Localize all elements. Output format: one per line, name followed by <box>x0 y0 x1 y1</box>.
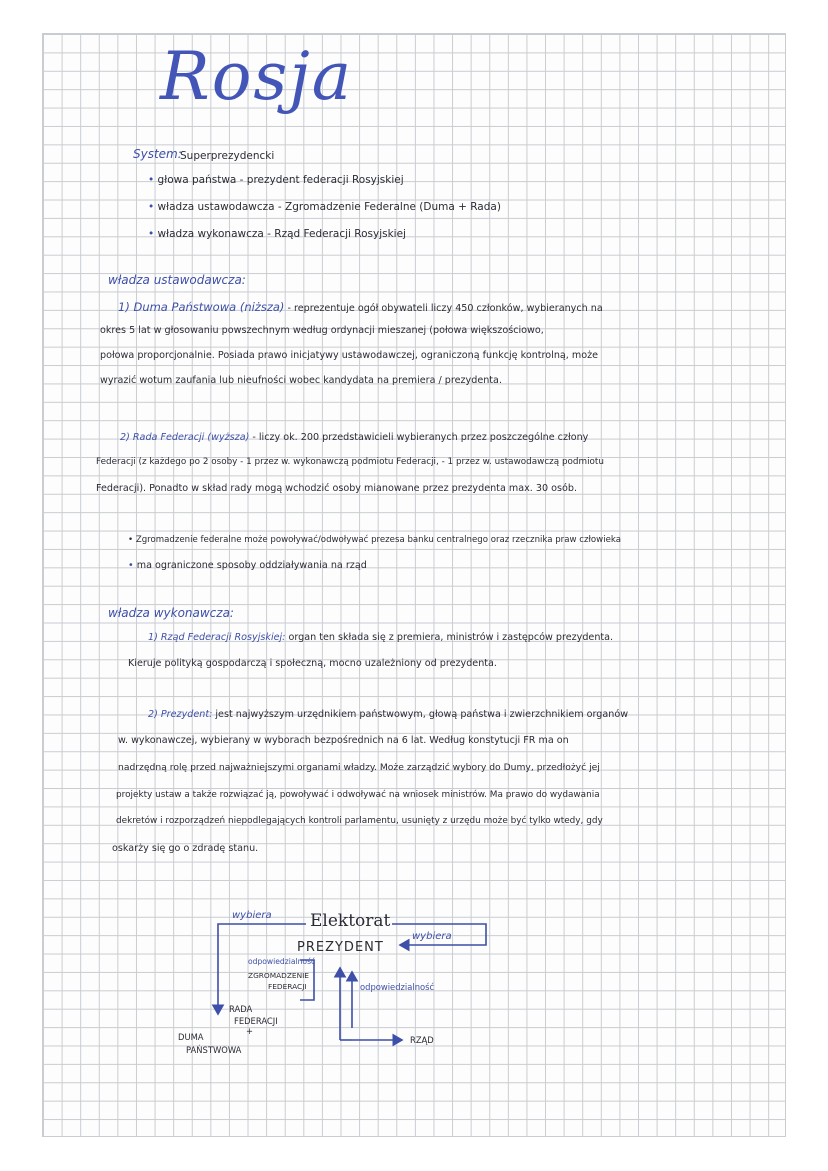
prezydent-line: dekretów i rozporządzeń niepodlegających kontroli parlamentu, usunięty z urzędu może być tylko wtedy, gdy <box>116 816 603 826</box>
rada-line: Federacji (z każdego po 2 osoby - 1 przez w. wykonawczą podmiotu Federacji, - 1 przez w. ustawodawczą podmiotu <box>96 457 604 467</box>
rada-line: Federacji). Ponadto w skład rady mogą wchodzić osoby mianowane przez prezydenta max. 30 osób. <box>96 483 578 494</box>
legislative-note: • ma ograniczone sposoby oddziaływania na rząd <box>128 560 367 571</box>
node-duma: PAŃSTWOWA <box>186 1045 242 1055</box>
node-duma: DUMA <box>178 1032 204 1042</box>
node-rada: + <box>246 1026 254 1036</box>
page-title: Rosja <box>160 38 354 115</box>
legislative-heading: władza ustawodawcza: <box>108 273 246 287</box>
node-elektorat: Elektorat <box>310 911 391 931</box>
prezydent-line: nadrzędną rolę przed najważniejszymi organami władzy. Może zarządzić wybory do Dumy, przedłożyć jej <box>118 762 600 773</box>
system-item: • władza ustawodawcza - Zgromadzenie Federalne (Duma + Rada) <box>148 201 501 213</box>
prezydent-line: oskarży się go o zdradę stanu. <box>112 843 259 854</box>
duma-line: wyrazić wotum zaufania lub nieufności wobec kandydata na premiera / prezydenta. <box>100 375 502 386</box>
system-label: System: <box>133 147 182 161</box>
rzad-line: 1) Rząd Federacji Rosyjskiej: organ ten składa się z premiera, ministrów i zastępców prezydenta. <box>148 632 614 643</box>
node-rzad: RZĄD <box>410 1035 434 1045</box>
legislative-note: • Zgromadzenie federalne może powoływać/odwoływać prezesa banku centralnego oraz rzecznika praw człowieka <box>128 535 621 545</box>
node-zgromadzenie: FEDERACJI <box>268 982 307 991</box>
duma-line: połowa proporcjonalnie. Posiada prawo inicjatywy ustawodawczej, ograniczoną funkcję kontrolną, może <box>100 350 599 361</box>
node-rada: RADA <box>229 1004 253 1014</box>
arrow-wybiera-duma <box>218 924 306 1014</box>
system-item: • głowa państwa - prezydent federacji Rosyjskiej <box>148 174 404 186</box>
label-wybiera-left: wybiera <box>232 910 272 921</box>
rada-line: 2) Rada Federacji (wyższa) - liczy ok. 200 przedstawicieli wybieranych przez poszczególne człony <box>120 432 589 443</box>
system-item: • władza wykonawcza - Rząd Federacji Rosyjskiej <box>148 228 406 240</box>
prezydent-line: 2) Prezydent: jest najwyższym urzędnikiem państwowym, głową państwa i zwierzchnikiem organów <box>148 709 629 720</box>
duma-line: okres 5 lat w głosowaniu powszechnym według ordynacji mieszanej (połowa większościowo, <box>100 325 544 336</box>
prezydent-line: projekty ustaw a także rozwiązać ją, powoływać i odwoływać na wniosek ministrów. Ma prawo do wydawania <box>116 790 600 800</box>
label-wybiera-right: wybiera <box>412 931 452 942</box>
label-odpowiedzialnosc-right: odpowiedzialność <box>360 982 435 992</box>
duma-line: 1) Duma Państwowa (niższa) - reprezentuje ogół obywateli liczy 450 członków, wybieranych na <box>118 300 603 314</box>
rzad-line: Kieruje polityką gospodarczą i społeczną, mocno uzależniony od prezydenta. <box>128 658 497 669</box>
label-odpowiedzialnosc-left: odpowiedzialność <box>248 957 316 966</box>
bracket-zgromadzenie <box>300 960 314 1000</box>
system-value: Superprezydencki <box>180 150 275 162</box>
node-prezydent: PREZYDENT <box>297 940 384 955</box>
executive-heading: władza wykonawcza: <box>108 606 234 620</box>
node-zgromadzenie: ZGROMADZENIE <box>248 971 309 980</box>
node-rada: FEDERACJI <box>234 1016 278 1026</box>
prezydent-line: w. wykonawczej, wybierany w wyborach bezpośrednich na 6 lat. Według konstytucji FR ma on <box>118 735 569 746</box>
